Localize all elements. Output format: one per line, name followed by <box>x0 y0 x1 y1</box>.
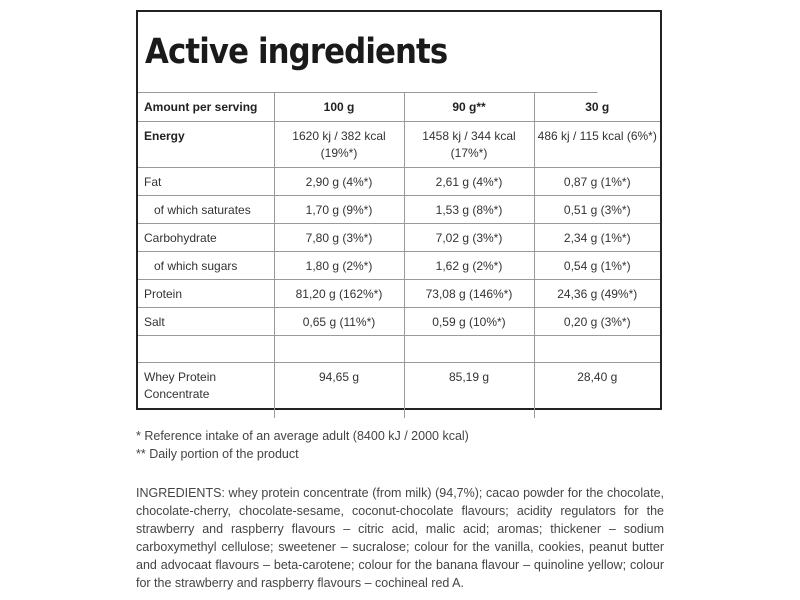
table-row-protein <box>138 279 660 307</box>
cell-100g: 1,70 g (9%*) <box>274 195 404 223</box>
row-label: Salt <box>138 307 274 335</box>
panel-title: Active ingredients <box>138 12 597 93</box>
table-row-salt <box>138 307 660 335</box>
cell-90g: 1458 kj / 344 kcal (17%*) <box>404 121 534 167</box>
cell-30g <box>534 335 660 362</box>
row-label: of which saturates <box>138 195 274 223</box>
cell-30g: 0,51 g (3%*) <box>534 195 660 223</box>
cell-100g <box>274 335 404 362</box>
cell-100g: 94,65 g <box>274 362 404 418</box>
cell-90g: 1,53 g (8%*) <box>404 195 534 223</box>
table-row-whey-protein <box>138 362 660 418</box>
cell-90g: 7,02 g (3%*) <box>404 223 534 251</box>
footnote-reference-intake: * Reference intake of an average adult (8400 kJ / 2000 kcal) <box>136 429 469 443</box>
table-row-sugars <box>138 251 660 279</box>
nutrition-table <box>138 93 660 418</box>
table-row-carbohydrate <box>138 223 660 251</box>
cell-100g: 2,90 g (4%*) <box>274 167 404 195</box>
cell-90g: 0,59 g (10%*) <box>404 307 534 335</box>
table-row-saturates <box>138 195 660 223</box>
header-100g: 100 g <box>274 93 404 121</box>
row-label: Energy <box>138 121 274 167</box>
cell-90g <box>404 335 534 362</box>
cell-100g: 81,20 g (162%*) <box>274 279 404 307</box>
table-header-row <box>138 93 660 121</box>
cell-100g: 1,80 g (2%*) <box>274 251 404 279</box>
footnote-daily-portion: ** Daily portion of the product <box>136 447 299 461</box>
table-row-spacer <box>138 335 660 362</box>
row-label: Fat <box>138 167 274 195</box>
table-row-fat <box>138 167 660 195</box>
row-label <box>138 335 274 362</box>
footnotes <box>136 427 666 463</box>
cell-30g: 0,54 g (1%*) <box>534 251 660 279</box>
cell-30g: 0,20 g (3%*) <box>534 307 660 335</box>
header-90g: 90 g** <box>404 93 534 121</box>
cell-90g: 85,19 g <box>404 362 534 418</box>
row-label: Protein <box>138 279 274 307</box>
nutrition-panel <box>136 10 662 410</box>
cell-30g: 24,36 g (49%*) <box>534 279 660 307</box>
row-label: of which sugars <box>138 251 274 279</box>
cell-90g: 1,62 g (2%*) <box>404 251 534 279</box>
row-label: Whey Protein Concentrate <box>138 362 274 418</box>
header-amount-per-serving: Amount per serving <box>138 93 274 121</box>
cell-30g: 486 kj / 115 kcal (6%*) <box>534 121 660 167</box>
header-30g: 30 g <box>585 100 610 114</box>
table-row-energy <box>138 121 660 167</box>
ingredients-text: INGREDIENTS: whey protein concentrate (from milk) (94,7%); cacao powder for the chocolate, chocolate-cherry, chocolate-sesame, coconut-chocolate flavours; acidity regulators for the strawberry and raspberry flavours – citric acid, malic acid; aromas; thickener – sodium carboxymethyl cellulose; sweetener – sucralose; colour for the vanilla, cookies, peanut butter and advocaat flavours – beta-carotene; colour for the banana flavour – quinoline yellow; colour for the strawberry and raspberry flavours – cochineal red A. <box>136 486 664 590</box>
cell-90g: 73,08 g (146%*) <box>404 279 534 307</box>
cell-90g: 2,61 g (4%*) <box>404 167 534 195</box>
cell-30g: 28,40 g <box>534 362 660 418</box>
row-label: Carbohydrate <box>138 223 274 251</box>
cell-100g: 7,80 g (3%*) <box>274 223 404 251</box>
cell-30g: 2,34 g (1%*) <box>534 223 660 251</box>
cell-100g: 1620 kj / 382 kcal (19%*) <box>274 121 404 167</box>
cell-30g: 0,87 g (1%*) <box>534 167 660 195</box>
cell-100g: 0,65 g (11%*) <box>274 307 404 335</box>
